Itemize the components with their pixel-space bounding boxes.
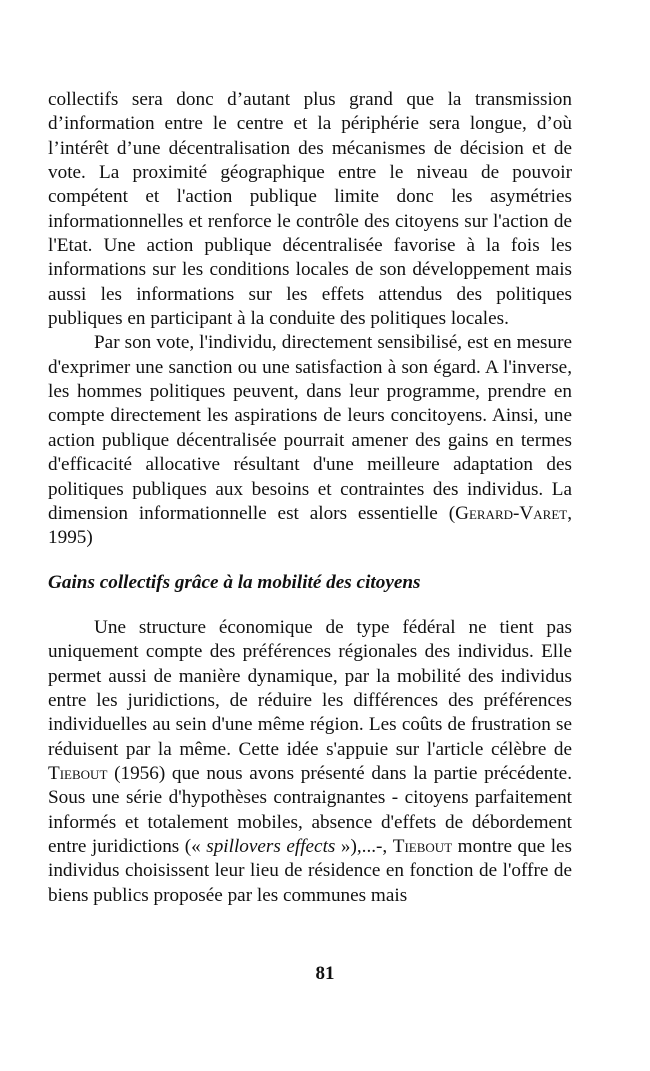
paragraph-1-text: collectifs sera donc d’autant plus grand que la transmission d’information entre le centre et la périphérie sera longue, d’où l’intérêt d’une décentralisation des mécanismes de décision et de vote. La proximité géographique entre le niveau de pouvoir compétent et l'action publique limite donc les asymétries informationnelles et renforce le contrôle des citoyens sur l'action de l'Etat. Une action publique décentralisée favorise à la fois les informations sur les conditions locales de son développement mais aussi les informations sur les effets attendus des politiques publiques en participant à la conduite des politiques locales.	[48, 89, 572, 330]
paragraph-3-text-b: (1956) que nous avons présenté dans la partie précédente. Sous une série d'hypothèses contraignantes - citoyens parfaitement informés et totalement mobiles, absence d'effets de débordement entre juridictions («	[48, 762, 572, 857]
author-citation: Tiebout	[392, 835, 453, 857]
paragraph-2-text: Par son vote, l'individu, directement sensibilisé, est en mesure d'exprimer une sanction ou une satisfaction à son égard. A l'inverse, les hommes politiques peuvent, dans leur programme, prendre en compte directement les aspirations de leurs concitoyens. Ainsi, une action publique décentralisée pourrait amener des gains en termes d'efficacité allocative résultant d'une meilleure adaptation des politiques publiques aux besoins et contraintes des individus. La dimension informationnelle est alors essentielle (	[48, 332, 572, 524]
paragraph-3-text-a: Une structure économique de type fédéral ne tient pas uniquement compte des préférences régionales des individus. Elle permet aussi de manière dynamique, par la mobilité des individus entre les juridictions, de réduire les différences des préférences individuelles au sein d'une même région. Les coûts de frustration se réduisent par la même. Cette idée s'appuie sur l'article célèbre de	[48, 616, 572, 760]
paragraph-3	[48, 616, 572, 908]
citation-year: , 1995)	[48, 502, 572, 549]
italic-term: spillovers effects	[206, 835, 336, 857]
page-number: 81	[315, 963, 335, 984]
paragraph-2	[48, 331, 572, 550]
paragraph-3-text-d: montre que les individus choisissent leur lieu de résidence en fonction de l'offre de biens publics proposée par les communes mais	[48, 835, 573, 906]
page-body	[48, 88, 572, 908]
author-citation: Gerard-Varet	[455, 502, 568, 524]
author-citation: Tiebout	[48, 762, 108, 784]
paragraph-1	[48, 88, 572, 331]
section-heading: Gains collectifs grâce à la mobilité des citoyens	[48, 571, 421, 593]
paragraph-3-text-c: »),...-,	[335, 835, 393, 857]
